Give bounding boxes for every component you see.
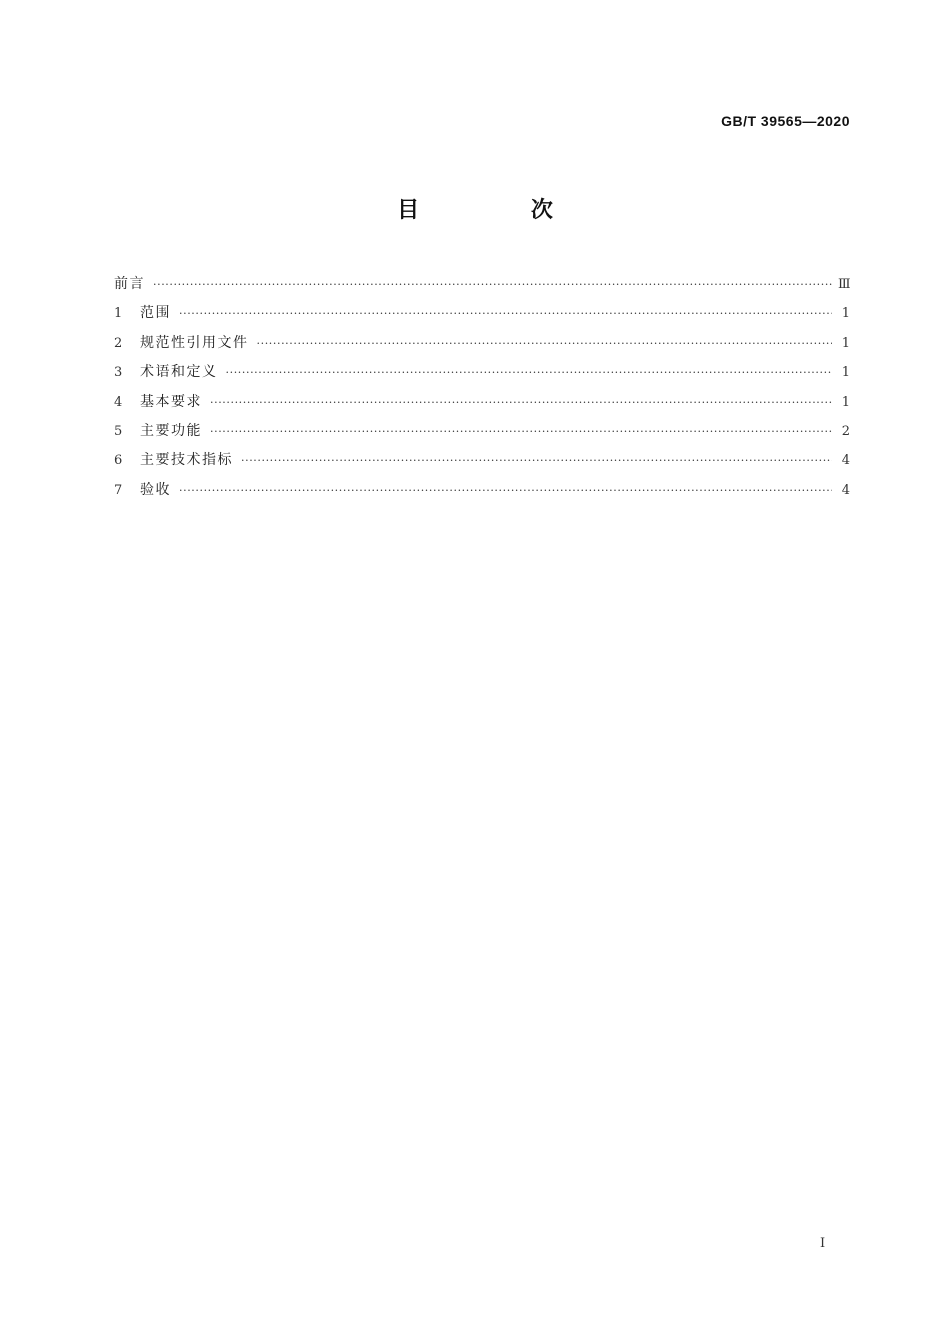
toc-entry-page: 2 <box>841 423 850 439</box>
page-title: 目 次 <box>397 198 605 223</box>
toc-entry-main-functions[interactable] <box>114 417 850 446</box>
toc-entry-label: 前言 <box>114 276 145 292</box>
dot-leader <box>210 417 832 446</box>
toc-entry-page: 1 <box>841 394 850 410</box>
toc-entry-number: 2 <box>114 335 123 351</box>
toc-entry-scope[interactable] <box>114 299 850 328</box>
toc-entry-label: 主要技术指标 <box>140 452 233 469</box>
toc-entry-number: 3 <box>114 365 123 381</box>
toc-entry-label: 规范性引用文件 <box>140 334 249 351</box>
toc-entry-label: 主要功能 <box>140 422 202 439</box>
dot-leader <box>226 358 833 387</box>
toc-entry-label: 术语和定义 <box>140 364 218 381</box>
toc-entry-terms-definitions[interactable] <box>114 358 850 387</box>
toc-entry-technical-indicators[interactable] <box>114 446 850 475</box>
dot-leader <box>241 446 832 475</box>
standard-code: GB/T 39565—2020 <box>721 113 850 129</box>
toc-entry-label: 验收 <box>140 481 171 498</box>
dot-leader <box>210 388 832 417</box>
toc-entry-normative-references[interactable] <box>114 329 850 358</box>
toc-entry-page: 4 <box>841 482 850 498</box>
toc-entry-basic-requirements[interactable] <box>114 388 850 417</box>
dot-leader <box>257 329 833 358</box>
toc-entry-number: 5 <box>114 423 123 439</box>
toc-entry-page: 1 <box>841 335 850 351</box>
table-of-contents <box>114 270 850 505</box>
toc-entry-label: 基本要求 <box>140 393 202 410</box>
toc-entry-foreword[interactable] <box>114 270 850 299</box>
dot-leader <box>153 270 832 299</box>
dot-leader <box>179 299 832 328</box>
toc-entry-page: 1 <box>841 365 850 381</box>
toc-entry-page: 1 <box>841 306 850 322</box>
toc-entry-label: 范围 <box>140 305 171 322</box>
dot-leader <box>179 476 832 505</box>
page-number: I <box>820 1236 826 1251</box>
toc-entry-number: 7 <box>114 482 123 498</box>
toc-entry-number: 6 <box>114 453 123 469</box>
toc-entry-acceptance[interactable] <box>114 476 850 505</box>
toc-entry-page: 4 <box>841 453 850 469</box>
toc-entry-page: Ⅲ <box>838 277 851 292</box>
toc-entry-number: 1 <box>114 306 123 322</box>
toc-entry-number: 4 <box>114 394 123 410</box>
